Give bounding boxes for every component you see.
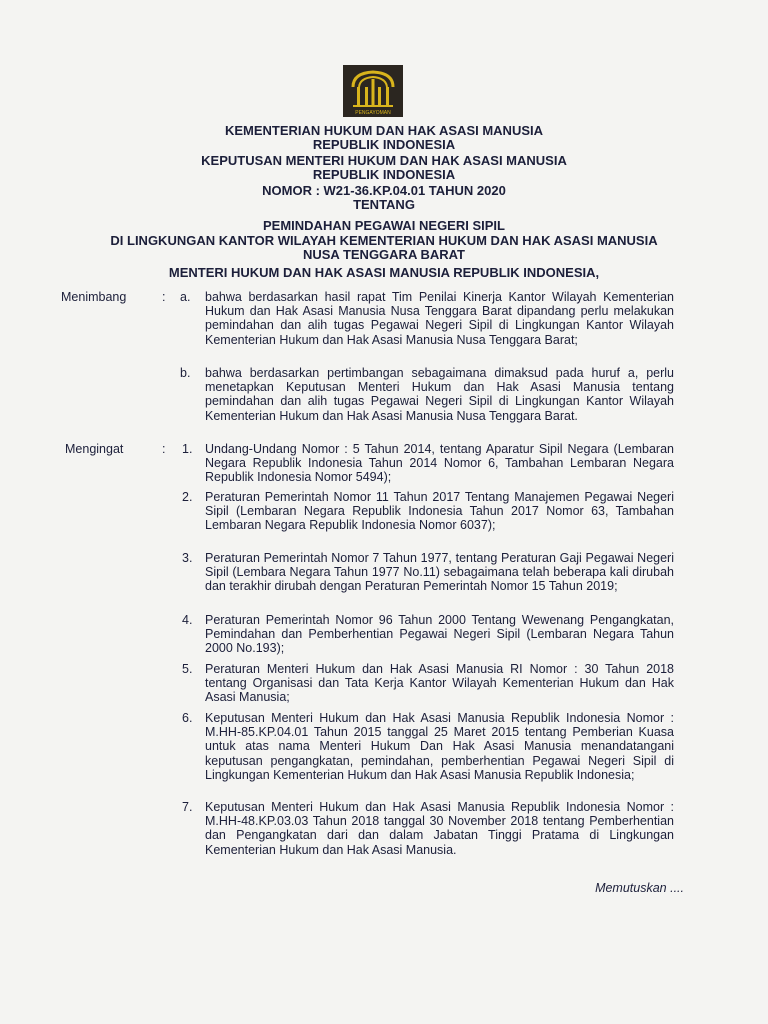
item-marker: 7. xyxy=(182,800,193,814)
mengingat-item-4: Peraturan Pemerintah Nomor 96 Tahun 2000 Tentang Wewenang Pengangkatan, Pemindahan dan Pemberhentian Pegawai Negeri Sipil (Lembaran Negara Tahun 2000 No.193); xyxy=(205,613,674,656)
menimbang-label: Menimbang xyxy=(61,290,127,304)
item-marker: 6. xyxy=(182,711,193,725)
item-marker: 3. xyxy=(182,551,193,565)
item-marker: b. xyxy=(180,366,191,380)
menimbang-colon: : xyxy=(162,290,166,304)
mengingat-label: Mengingat xyxy=(65,442,124,456)
mengingat-item-6: Keputusan Menteri Hukum dan Hak Asasi Manusia Republik Indonesia Nomor : M.HH-85.KP.04.01 Tahun 2015 tanggal 25 Maret 2015 tentang Pemberian Kuasa untuk atas nama Menteri Hukum Dan Hak Asasi Manusia menandatangani keputusan pengangkatan, pemindahan, pemberhentian Pegawai Negeri Sipil di Lingkungan Kementerian Hukum dan Hak Asasi Manusia Republik Indonesia; xyxy=(205,711,674,782)
mengingat-item-2: Peraturan Pemerintah Nomor 11 Tahun 2017 Tentang Manajemen Pegawai Negeri Sipil (Lembaran Negara Republik Indonesia Tahun 2017 Nomor 63, Tambahan Lembaran Negara Republik Indonesia Nomor 6037); xyxy=(205,490,674,533)
pengayoman-emblem-icon xyxy=(343,65,403,117)
menimbang-item-b: bahwa berdasarkan pertimbangan sebagaimana dimaksud pada huruf a, perlu menetapkan Keputusan Menteri Hukum dan Hak Asasi Manusia tentang pemindahan dan alih tugas Pegawai Negeri Sipil di Lingkungan Kantor Wilayah Kementerian Hukum dan Hak Asasi Manusia Nusa Tenggara Barat. xyxy=(205,366,674,423)
mengingat-item-5: Peraturan Menteri Hukum dan Hak Asasi Manusia RI Nomor : 30 Tahun 2018 tentang Organisasi dan Tata Kerja Kantor Wilayah Kementerian Hukum dan Hak Asasi Manusia; xyxy=(205,662,674,705)
mengingat-colon: : xyxy=(162,442,166,456)
decree-number: NOMOR : W21-36.KP.04.01 TAHUN 2020 xyxy=(262,183,506,198)
item-marker: a. xyxy=(180,290,191,304)
item-marker: 2. xyxy=(182,490,193,504)
subject-line-3: NUSA TENGGARA BARAT xyxy=(302,247,465,262)
pengayoman-logo xyxy=(343,65,403,117)
mengingat-item-3: Peraturan Pemerintah Nomor 7 Tahun 1977, tentang Peraturan Gaji Pegawai Negeri Sipil (Lembara Negara Tahun 1977 No.11) sebagaimana telah beberapa kali dirubah dan terakhir dirubah dengan Peraturan Pemerintah Nomor 15 Tahun 2019; xyxy=(205,551,674,594)
item-marker: 4. xyxy=(182,613,193,627)
minister-title: MENTERI HUKUM DAN HAK ASASI MANUSIA REPUBLIK INDONESIA, xyxy=(168,265,600,280)
about-label: TENTANG xyxy=(353,197,415,212)
closing-text: Memutuskan .... xyxy=(595,881,684,895)
mengingat-item-1: Undang-Undang Nomor : 5 Tahun 2014, tentang Aparatur Sipil Negara (Lembaran Negara Republik Indonesia Tahun 2014 Nomor 6, Tambahan Lembaran Negara Republik Indonesia Nomor 5494); xyxy=(205,442,674,485)
subject-line-2: DI LINGKUNGAN KANTOR WILAYAH KEMENTERIAN HUKUM DAN HAK ASASI MANUSIA xyxy=(110,233,658,248)
item-marker: 5. xyxy=(182,662,193,676)
republic-line-2: REPUBLIK INDONESIA xyxy=(312,167,456,182)
republic-line-1: REPUBLIK INDONESIA xyxy=(312,137,456,152)
menimbang-item-a: bahwa berdasarkan hasil rapat Tim Penilai Kinerja Kantor Wilayah Kementerian Hukum dan Hak Asasi Manusia Nusa Tenggara Barat dipandang perlu melakukan pemindahan dan alih tugas Pegawai Negeri Sipil di Lingkungan Kantor Wilayah Kementerian Hukum dan Hak Asasi Manusia Nusa Tenggara Barat; xyxy=(205,290,674,347)
logo-text: PENGAYOMAN xyxy=(355,110,391,116)
subject-line-1: PEMINDAHAN PEGAWAI NEGERI SIPIL xyxy=(263,218,505,233)
item-marker: 1. xyxy=(182,442,193,456)
decree-title: KEPUTUSAN MENTERI HUKUM DAN HAK ASASI MANUSIA xyxy=(201,153,567,168)
ministry-title: KEMENTERIAN HUKUM DAN HAK ASASI MANUSIA xyxy=(224,123,544,138)
mengingat-item-7: Keputusan Menteri Hukum dan Hak Asasi Manusia Republik Indonesia Nomor : M.HH-48.KP.03.03 Tahun 2018 tanggal 30 November 2018 tentang Pemberhentian dan Pengangkatan dari dan dalam Jabatan Tinggi Pratama di Lingkungan Kementerian Hukum dan Hak Asasi Manusia. xyxy=(205,800,674,857)
